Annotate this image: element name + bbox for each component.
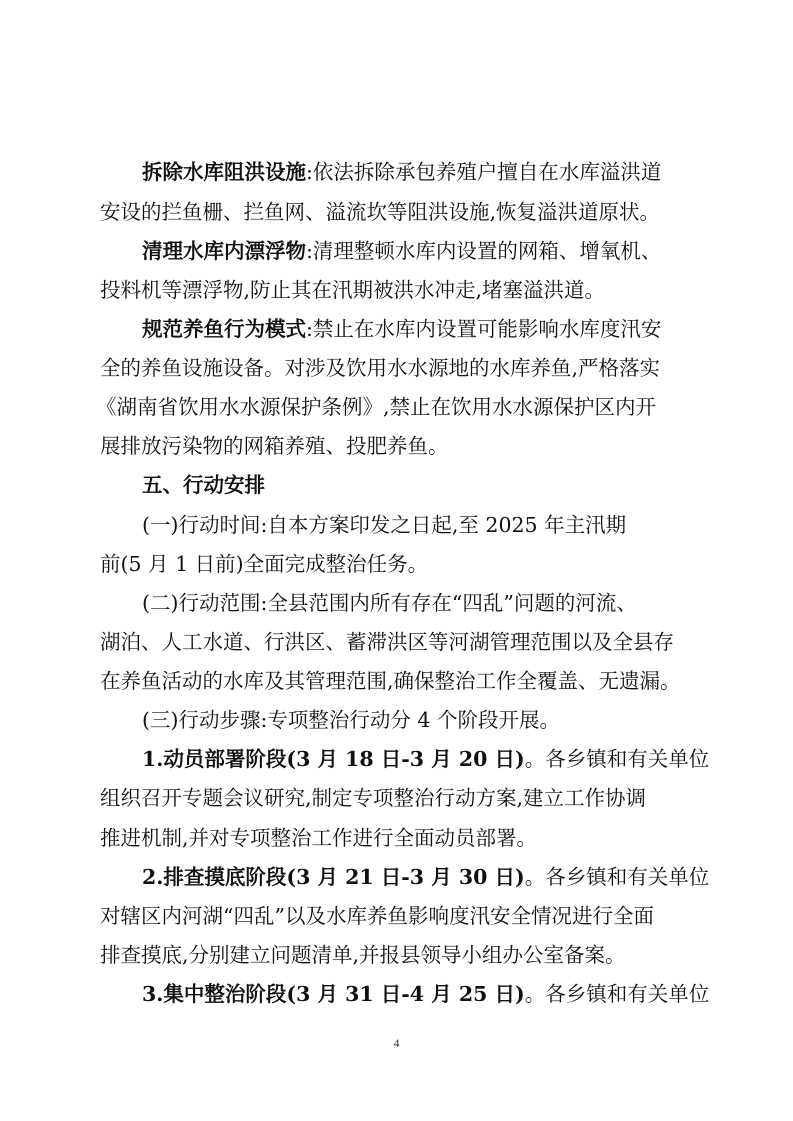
section-heading <box>0 465 692 505</box>
paragraph-lead: 拆除水库阻洪设施 <box>142 160 306 184</box>
paragraph-text: 展排放污染物的网箱养殖、投肥养鱼。 <box>100 434 449 458</box>
paragraph-lead: 3.集中整治阶段(3 月 31 日-4 月 25 日) <box>142 982 525 1006</box>
paragraph-line <box>0 896 692 936</box>
paragraph-line <box>0 544 692 584</box>
paragraph-line <box>0 700 692 740</box>
paragraph-text: (二)行动范围:全县范围内所有存在“四乱”问题的河流、 <box>142 591 637 615</box>
paragraph-lead: 2.排查摸底阶段(3 月 21 日-3 月 30 日) <box>142 865 525 889</box>
paragraph-line <box>0 152 692 192</box>
paragraph-line <box>0 661 692 701</box>
paragraph-line <box>0 622 692 662</box>
paragraph-line <box>0 818 692 858</box>
paragraph-text: 安设的拦鱼栅、拦鱼网、溢流坎等阻洪设施,恢复溢洪道原状。 <box>100 200 661 224</box>
paragraph-lead: 规范养鱼行为模式 <box>142 317 306 341</box>
paragraph-text: 。各乡镇和有关单位 <box>524 747 710 771</box>
paragraph-line <box>0 505 692 545</box>
paragraph-text: 湖泊、人工水道、行洪区、蓄滞洪区等河湖管理范围以及全县存 <box>100 630 674 654</box>
paragraph-line <box>0 778 692 818</box>
paragraph-text: (三)行动步骤:专项整治行动分 4 个阶段开展。 <box>142 708 560 732</box>
paragraph-text: 推进机制,并对专项整治工作进行全面动员部署。 <box>100 826 538 850</box>
paragraph-line <box>0 974 710 1014</box>
paragraph-text: 对辖区内河湖“四乱”以及水库养鱼影响度汛安全情况进行全面 <box>100 904 654 928</box>
paragraph-text: 。各乡镇和有关单位 <box>524 865 710 889</box>
paragraph-text: :禁止在水库内设置可能影响水库度汛安 <box>306 317 662 341</box>
paragraph-line <box>0 583 692 623</box>
paragraph-line <box>0 857 710 897</box>
paragraph-text: 前(5 月 1 日前)全面完成整治任务。 <box>100 552 429 576</box>
paragraph-text: 组织召开专题会议研究,制定专项整治行动方案,建立工作协调 <box>100 786 647 810</box>
paragraph-text: 《湖南省饮用水水源保护条例》,禁止在饮用水水源保护区内开 <box>96 395 657 419</box>
paragraph-line <box>0 387 692 427</box>
paragraph-line <box>0 270 692 310</box>
paragraph-text: 全的养鱼设施设备。对涉及饮用水水源地的水库养鱼,严格落实 <box>100 356 661 380</box>
paragraph-text: 在养鱼活动的水库及其管理范围,确保整治工作全覆盖、无遗漏。 <box>100 669 681 693</box>
paragraph-lead: 1.动员部署阶段(3 月 18 日-3 月 20 日) <box>142 747 525 771</box>
paragraph-line <box>0 739 710 779</box>
page-number: 4 <box>393 1036 400 1050</box>
paragraph-lead: 清理水库内漂浮物 <box>142 239 306 263</box>
paragraph-line <box>0 935 692 975</box>
paragraph-text: :依法拆除承包养殖户擅自在水库溢洪道 <box>306 160 662 184</box>
paragraph-line <box>0 348 692 388</box>
paragraph-line <box>0 231 692 271</box>
paragraph-line <box>0 192 692 232</box>
paragraph-text: :清理整顿水库内设置的网箱、增氧机、 <box>306 239 662 263</box>
paragraph-line <box>0 426 692 466</box>
paragraph-text: 投料机等漂浮物,防止其在汛期被洪水冲走,堵塞溢洪道。 <box>100 278 606 302</box>
paragraph-line <box>0 309 692 349</box>
paragraph-text: 排查摸底,分别建立问题清单,并报县领导小组办公室备案。 <box>100 943 626 967</box>
section-heading-text: 五、行动安排 <box>142 473 265 497</box>
paragraph-text: 。各乡镇和有关单位 <box>524 982 710 1006</box>
paragraph-text: (一)行动时间:自本方案印发之日起,至 2025 年主汛期 <box>142 513 627 537</box>
